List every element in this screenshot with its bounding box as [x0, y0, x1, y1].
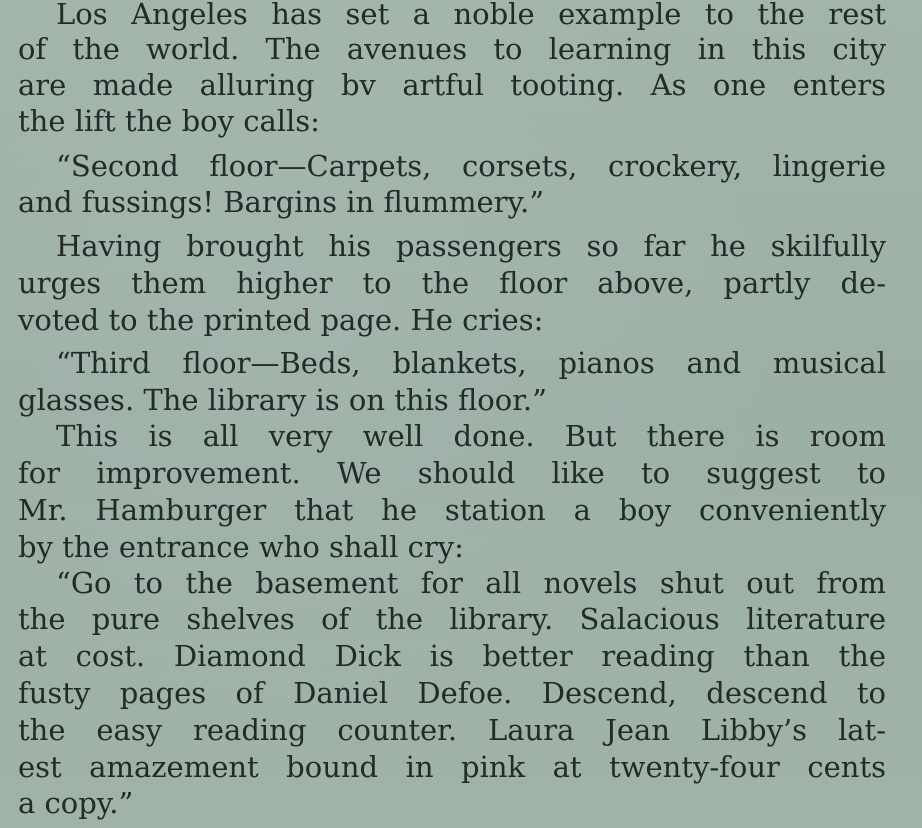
text-line: of the world. The avenues to learning in this city: [18, 32, 886, 66]
text-line: “Go to the basement for all novels shut out from: [56, 566, 886, 600]
text-line: Los Angeles has set a noble example to the rest: [56, 0, 886, 31]
text-line: “Third floor—Beds, blankets, pianos and musical: [56, 346, 886, 380]
text-line: voted to the printed page. He cries:: [18, 303, 544, 337]
text-line: This is all very well done. But there is room: [56, 419, 886, 453]
text-line: “Second floor—Carpets, corsets, crockery, lingerie: [56, 149, 886, 183]
text-line: and fussings! Bargins in flummery.”: [18, 185, 545, 219]
text-line: the easy reading counter. Laura Jean Libby’s lat-: [18, 713, 886, 747]
text-line: for improvement. We should like to suggest to: [18, 456, 886, 490]
text-line: Mr. Hamburger that he station a boy conveniently: [18, 493, 886, 527]
text-line: the pure shelves of the library. Salacious literature: [18, 602, 886, 636]
text-line: Having brought his passengers so far he skilfully: [56, 229, 886, 263]
text-line: are made alluring bv artful tooting. As one enters: [18, 68, 886, 102]
text-line: urges them higher to the floor above, partly de-: [18, 266, 886, 300]
text-line: a copy.”: [18, 786, 134, 820]
text-line: the lift the boy calls:: [18, 104, 320, 138]
text-line: fusty pages of Daniel Defoe. Descend, descend to: [18, 676, 886, 710]
text-line: at cost. Diamond Dick is better reading than the: [18, 639, 886, 673]
text-line: est amazement bound in pink at twenty-four cents: [18, 750, 886, 784]
text-line: by the entrance who shall cry:: [18, 530, 464, 564]
text-line: glasses. The library is on this floor.”: [18, 383, 547, 417]
